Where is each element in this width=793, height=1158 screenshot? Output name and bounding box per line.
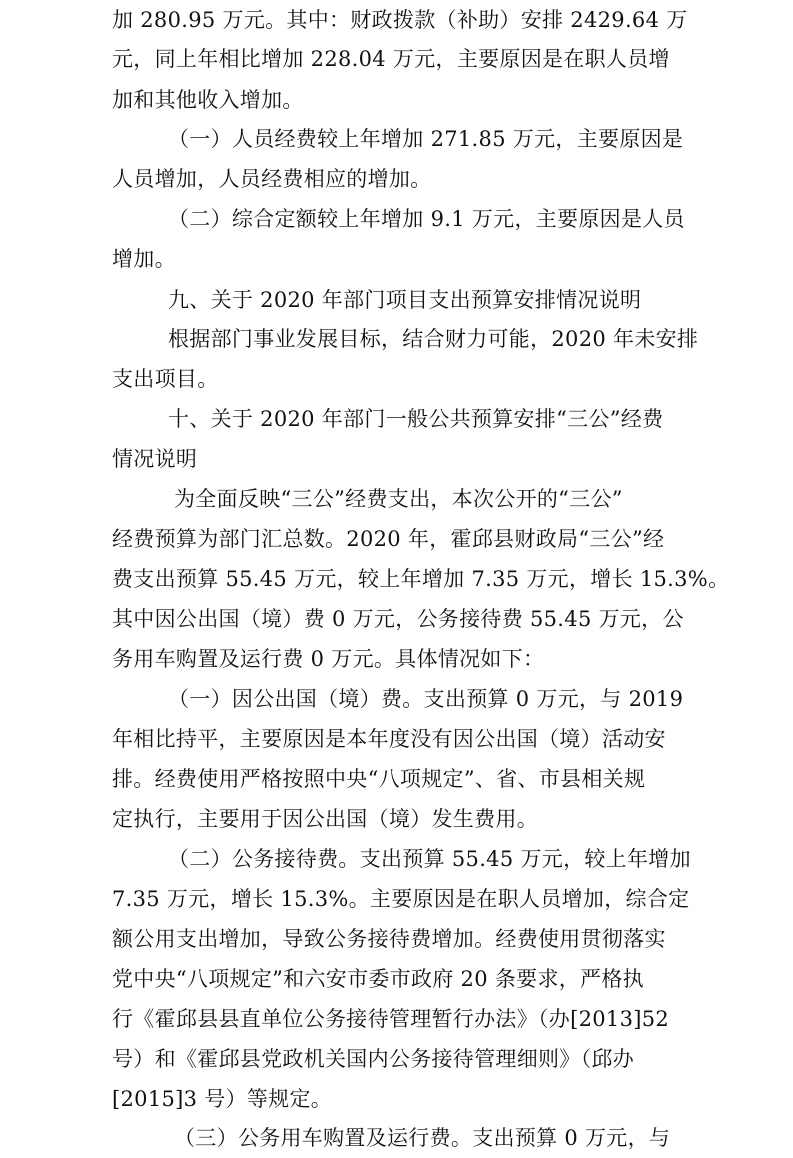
text-line: 额公用支出增加，导致公务接待费增加。经费使用贯彻落实 bbox=[112, 927, 666, 951]
text-line: 人员增加，人员经费相应的增加。 bbox=[112, 167, 432, 191]
text-line: 加和其他收入增加。 bbox=[112, 88, 304, 112]
text-line: （三）公务用车购置及运行费。支出预算 0 万元，与 bbox=[174, 1126, 671, 1150]
text-line: 号）和《霍邱县党政机关国内公务接待管理细则》（邱办 bbox=[112, 1047, 634, 1071]
text-line: 经费预算为部门汇总数。2020 年，霍邱县财政局“三公”经 bbox=[112, 527, 665, 551]
text-line: 年相比持平，主要原因是本年度没有因公出国（境）活动安 bbox=[112, 727, 666, 751]
text-line: （二）公务接待费。支出预算 55.45 万元，较上年增加 bbox=[168, 847, 691, 871]
text-line: 费支出预算 55.45 万元，较上年增加 7.35 万元，增长 15.3%。 bbox=[112, 567, 730, 591]
section-heading: 十、关于 2020 年部门一般公共预算安排“三公”经费 bbox=[168, 407, 664, 431]
text-line: 排。经费使用严格按照中央“八项规定”、省、市县相关规 bbox=[112, 767, 646, 791]
text-line: （二）综合定额较上年增加 9.1 万元，主要原因是人员 bbox=[168, 207, 685, 231]
text-line: 行《霍邱县县直单位公务接待管理暂行办法》（办[2013]52 bbox=[112, 1007, 670, 1031]
text-line: [2015]3 号）等规定。 bbox=[112, 1087, 333, 1111]
text-line: 根据部门事业发展目标，结合财力可能，2020 年未安排 bbox=[168, 327, 699, 351]
section-heading: 情况说明 bbox=[112, 447, 198, 471]
text-line: 为全面反映“三公”经费支出，本次公开的“三公” bbox=[174, 487, 623, 511]
section-heading: 九、关于 2020 年部门项目支出预算安排情况说明 bbox=[168, 288, 642, 312]
text-line: 元，同上年相比增加 228.04 万元，主要原因是在职人员增 bbox=[112, 47, 670, 71]
text-line: 务用车购置及运行费 0 万元。具体情况如下： bbox=[112, 647, 545, 671]
text-line: 其中因公出国（境）费 0 万元，公务接待费 55.45 万元，公 bbox=[112, 607, 684, 631]
text-line: （一）因公出国（境）费。支出预算 0 万元，与 2019 bbox=[168, 687, 684, 711]
text-line: 7.35 万元，增长 15.3%。主要原因是在职人员增加，综合定 bbox=[112, 887, 690, 911]
text-line: 支出项目。 bbox=[112, 367, 219, 391]
text-line: （一）人员经费较上年增加 271.85 万元，主要原因是 bbox=[168, 127, 684, 151]
text-line: 增加。 bbox=[112, 247, 176, 271]
text-line: 定执行，主要用于因公出国（境）发生费用。 bbox=[112, 807, 538, 831]
text-line: 党中央“八项规定”和六安市委市政府 20 条要求，严格执 bbox=[112, 967, 644, 991]
text-line: 加 280.95 万元。其中：财政拨款（补助）安排 2429.64 万 bbox=[112, 8, 688, 32]
